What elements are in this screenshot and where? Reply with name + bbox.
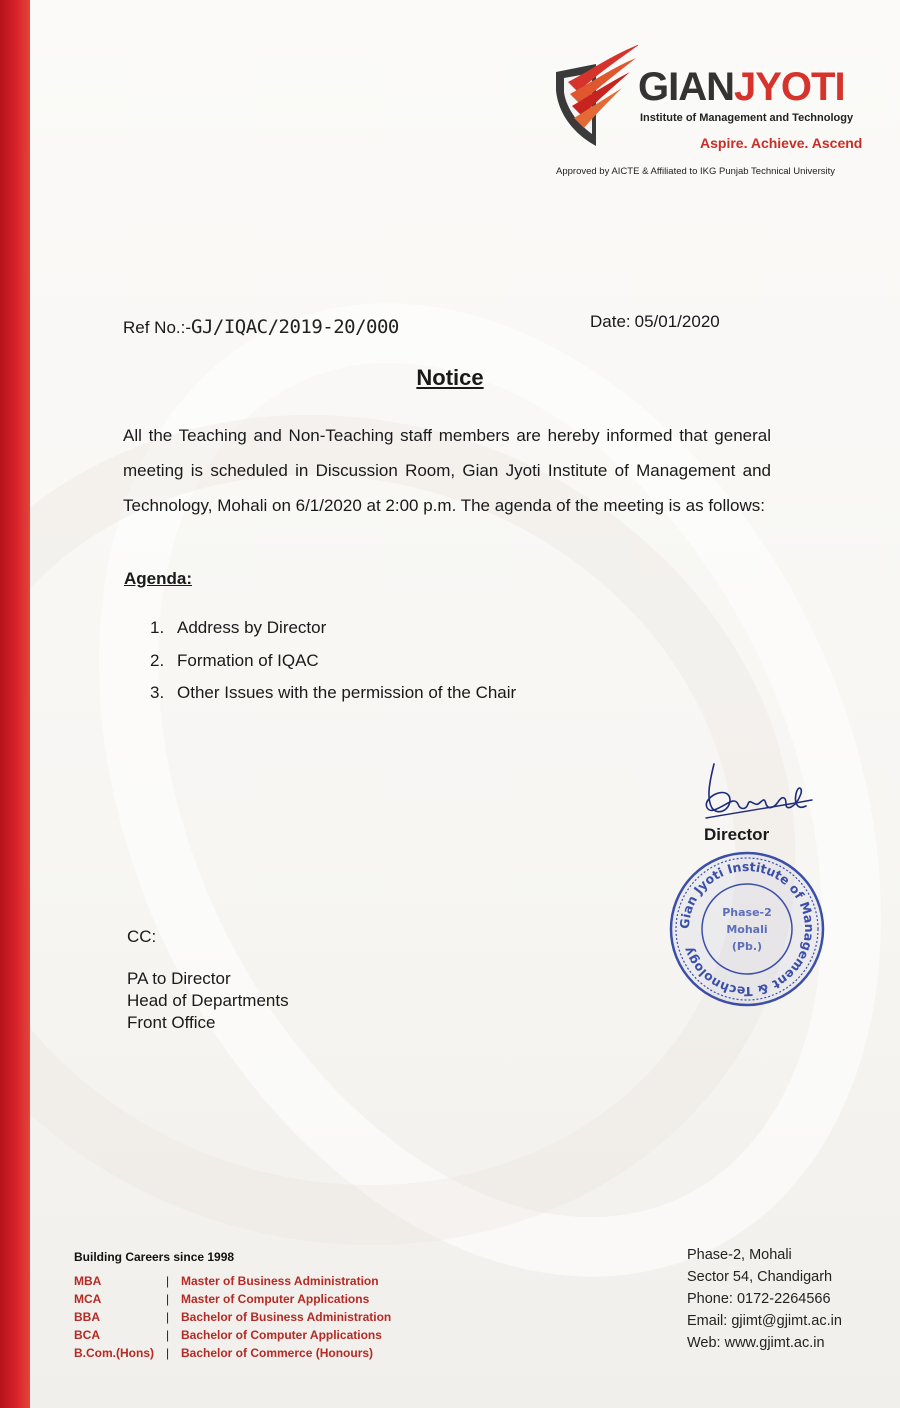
cc-label: CC: xyxy=(127,927,157,946)
course-row xyxy=(74,1272,391,1290)
agenda-item-number: 2. xyxy=(150,650,165,670)
agenda-item xyxy=(150,618,516,651)
course-code: BBA xyxy=(74,1310,100,1324)
notice-date xyxy=(590,312,720,332)
footer-courses xyxy=(74,1250,391,1362)
reference-label: Ref No.:- xyxy=(123,318,192,337)
course-code: MBA xyxy=(74,1274,102,1288)
contact-phone: Phone: 0172-2264566 xyxy=(687,1291,831,1307)
course-separator: | xyxy=(166,1346,170,1360)
institute-subtitle: Institute of Management and Technology xyxy=(640,112,854,124)
approval-line: Approved by AICTE & Affiliated to IKG Punjab Technical University xyxy=(556,166,835,177)
course-separator: | xyxy=(166,1292,170,1306)
course-name: Master of Computer Applications xyxy=(181,1292,370,1306)
cc-recipient: Front Office xyxy=(127,1013,216,1032)
agenda-item-text: Address by Director xyxy=(177,618,327,637)
institute-logo xyxy=(548,42,868,182)
agenda-item-number: 1. xyxy=(150,618,165,637)
institute-tagline: Aspire. Achieve. Ascend xyxy=(700,135,863,151)
cc-recipient: PA to Director xyxy=(127,969,231,988)
reference-value: GJ/IQAC/2019-20/000 xyxy=(191,316,399,338)
contact-web: Web: www.gjimt.ac.in xyxy=(687,1335,825,1351)
notice-body: All the Teaching and Non-Teaching staff members are hereby informed that general meeting is scheduled in Discussion Room, Gian Jyoti Institute of Management and Technology, Mohali on 6/1/2020 at 2:00 p.m. The agenda of the meeting is as follows: xyxy=(123,426,771,515)
agenda-item xyxy=(150,683,516,716)
reference-number xyxy=(123,316,399,338)
footer-since: Building Careers since 1998 xyxy=(74,1250,235,1264)
director-signature xyxy=(700,760,820,830)
brand-part2: JYOTI xyxy=(734,65,845,109)
agenda-item-text: Other Issues with the permission of the Chair xyxy=(177,683,517,702)
agenda-item-text: Formation of IQAC xyxy=(177,650,319,670)
agenda-item-number: 3. xyxy=(150,683,165,702)
course-separator: | xyxy=(166,1328,170,1342)
address-line2: Sector 54, Chandigarh xyxy=(687,1269,833,1285)
institute-seal-icon xyxy=(668,850,826,1008)
signatory-title: Director xyxy=(704,825,770,844)
left-red-band xyxy=(0,0,30,1408)
course-code: BCA xyxy=(74,1328,100,1342)
address-line1: Phase-2, Mohali xyxy=(687,1247,792,1263)
agenda-list xyxy=(150,618,516,716)
brand-name xyxy=(638,67,845,107)
date-value: 05/01/2020 xyxy=(634,312,720,331)
agenda-item xyxy=(150,651,516,684)
seal-center-line2: Mohali xyxy=(726,923,768,936)
course-row xyxy=(74,1308,391,1326)
course-code: B.Com.(Hons) xyxy=(74,1346,154,1360)
course-name: Master of Business Administration xyxy=(181,1274,379,1288)
course-row xyxy=(74,1326,391,1344)
course-code: MCA xyxy=(74,1292,102,1306)
seal-center-line3: (Pb.) xyxy=(731,940,763,953)
footer-contact xyxy=(687,1244,842,1354)
cc-list xyxy=(127,968,289,1034)
seal-center-line1: Phase-2 xyxy=(722,906,772,919)
course-separator: | xyxy=(166,1310,170,1324)
seal-ring-text: Gian Jyoti Institute of Management & Technology xyxy=(676,858,818,1000)
course-name: Bachelor of Business Administration xyxy=(181,1310,392,1324)
brand-part1: GIAN xyxy=(638,65,734,109)
notice-title: Notice xyxy=(416,365,484,390)
course-separator: | xyxy=(166,1274,170,1288)
agenda-title: Agenda: xyxy=(124,569,192,588)
contact-email: Email: gjimt@gjimt.ac.in xyxy=(687,1313,842,1329)
course-row xyxy=(74,1344,391,1362)
cc-recipient: Head of Departments xyxy=(127,991,289,1010)
shield-logo-icon xyxy=(548,42,638,152)
course-row xyxy=(74,1290,391,1308)
course-name: Bachelor of Computer Applications xyxy=(181,1328,382,1342)
course-name: Bachelor of Commerce (Honours) xyxy=(181,1346,374,1360)
date-label: Date: xyxy=(590,312,631,331)
